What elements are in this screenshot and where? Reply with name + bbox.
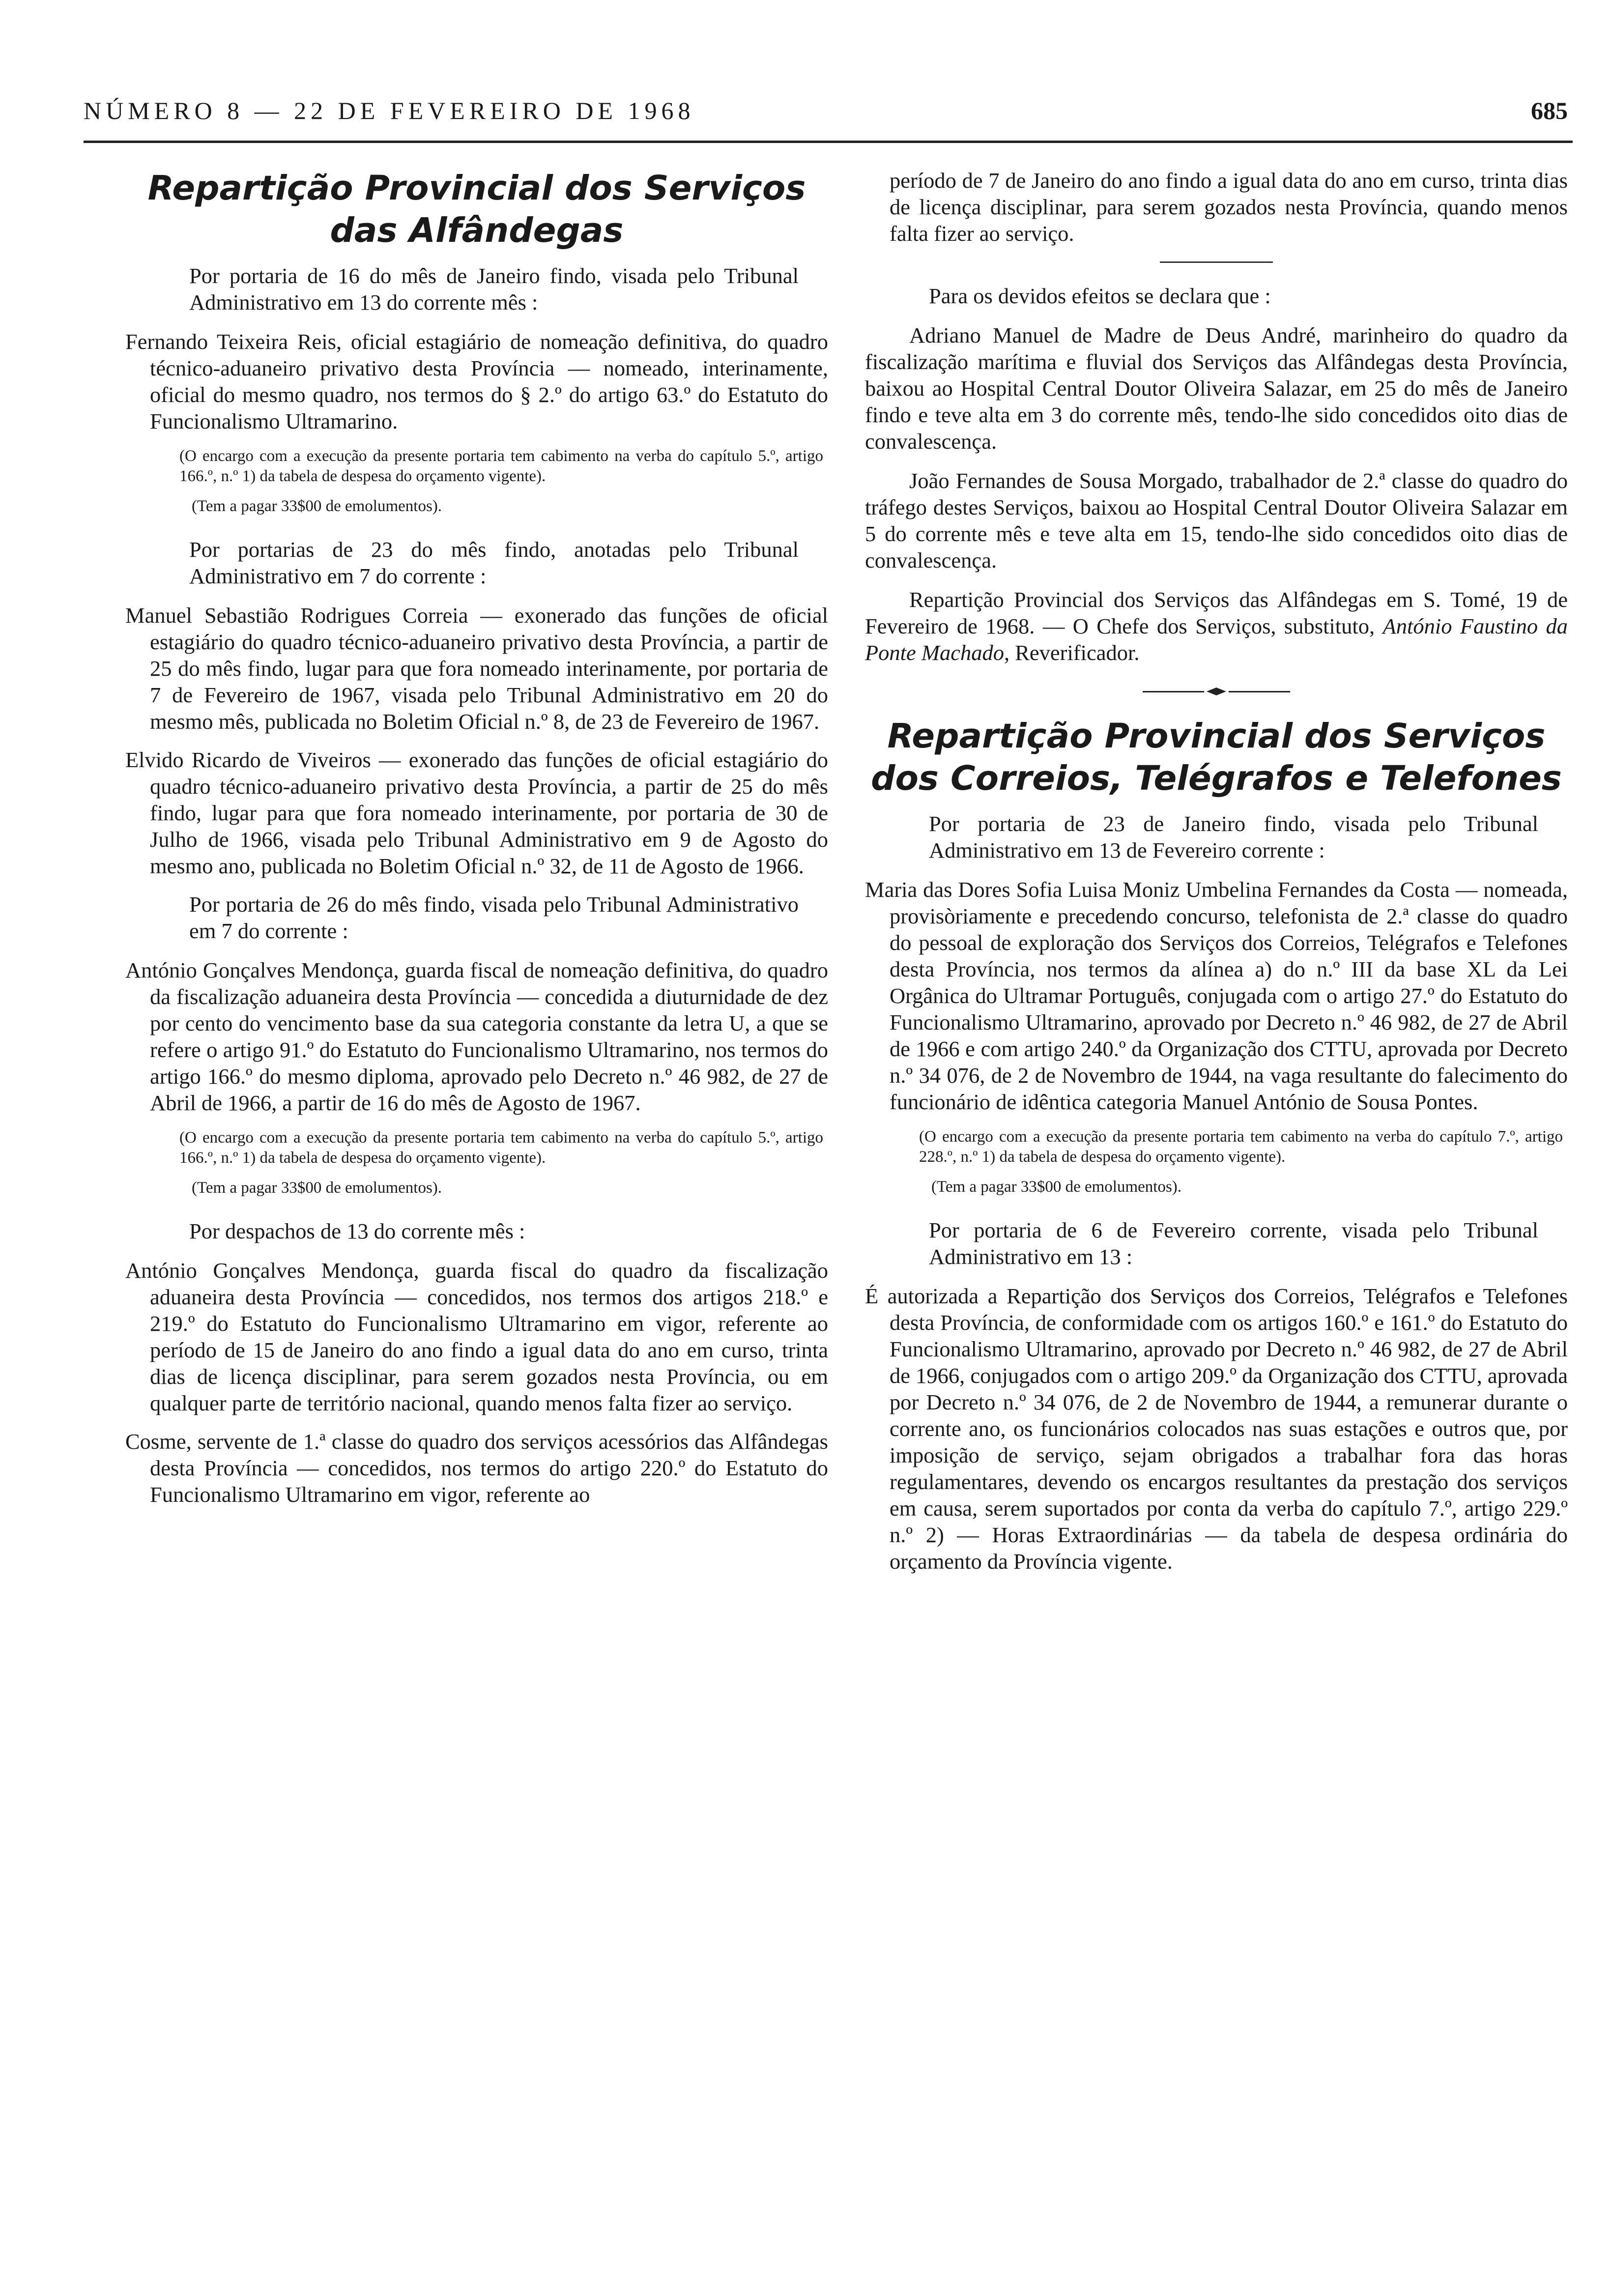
fee-note: (Tem a pagar 33$00 de emolumentos).: [192, 1179, 442, 1197]
left-column: [125, 167, 828, 1520]
right-column: [865, 167, 1568, 1586]
signoff-role: , Reverificador.: [1004, 640, 1140, 665]
ornament-separator: [1143, 688, 1290, 695]
declaration-paragraph: João Fernandes de Sousa Morgado, trabalhador de 2.ª classe do quadro do tráfego destes Serviços, baixou ao Hospital Central Doutor Oliveira Salazar em 5 do corrente mês e teve alta em 15, tendo-lhe sido concedidos oito dias de convalescença.: [865, 468, 1568, 573]
continued-paragraph: período de 7 de Janeiro do ano findo a igual data do ano em curso, trinta dias de licença disciplinar, para serem gozados nesta Província, quando menos falta fizer ao serviço.: [890, 168, 1568, 246]
budget-note: (O encargo com a execução da presente portaria tem cabimento na verba do capítulo 7.º, artigo 228.º, n.º 1) da tabela de despesa do orçamento vigente).: [919, 1128, 1563, 1166]
header-rule: [84, 141, 1573, 143]
heading-line: Repartição Provincial dos Serviços: [147, 169, 806, 208]
fee-note: (Tem a pagar 33$00 de emolumentos).: [931, 1178, 1182, 1196]
ornament-line: [1229, 691, 1290, 692]
signoff-text: Repartição Provincial dos Serviços das Alfândegas em S. Tomé, 19 de Fevereiro de 1968. — O Chefe dos Serviços, substituto,: [865, 587, 1568, 638]
intro-paragraph: Por despachos de 13 do corrente mês :: [189, 1219, 525, 1243]
page-header: [84, 96, 1568, 136]
intro-paragraph: Por portaria de 23 de Janeiro findo, visada pelo Tribunal Administrativo em 13 de Fevereiro corrente :: [929, 811, 1538, 862]
appointment-entry: Manuel Sebastião Rodrigues Correia — exonerado das funções de oficial estagiário do quadro técnico-aduaneiro privativo desta Província, a partir de 25 do mês findo, lugar para que fora nomeado interinamente, por portaria de 7 de Fevereiro de 1967, visada pelo Tribunal Administrativo em 20 do mesmo mês, publicada no Boletim Oficial n.º 8, de 23 de Fevereiro de 1967.: [125, 603, 828, 734]
issue-line: NÚMERO 8 — 22 DE FEVEREIRO DE 1968: [84, 97, 695, 124]
appointment-entry: Elvido Ricardo de Viveiros — exonerado das funções de oficial estagiário do quadro técnico-aduaneiro privativo desta Província, a partir de 25 do mês findo, lugar para que fora nomeado interinamente, por portaria de 30 de Julho de 1966, visada pelo Tribunal Administrativo em 9 de Agosto do mesmo ano, publicada no Boletim Oficial n.º 32, de 11 de Agosto de 1966.: [125, 747, 828, 878]
budget-note: (O encargo com a execução da presente portaria tem cabimento na verba do capítulo 5.º, artigo 166.º, n.º 1) da tabela de despesa do orçamento vigente).: [179, 1129, 823, 1167]
intro-paragraph: Por portaria de 16 do mês de Janeiro findo, visada pelo Tribunal Administrativo em 13 do corrente mês :: [189, 263, 799, 315]
heading-line: Repartição Provincial dos Serviços: [887, 717, 1546, 756]
heading-line: dos Correios, Telégrafos e Telefones: [871, 759, 1562, 798]
signoff-name: António Faustino da Ponte Machado: [865, 614, 1568, 665]
diamond-ornament-icon: [1207, 688, 1226, 695]
appointment-entry: Maria das Dores Sofia Luisa Moniz Umbelina Fernandes da Costa — nomeada, provisòriamente e precedendo concurso, telefonista de 2.ª classe do quadro do pessoal de exploração dos Serviços dos Correios, Telégrafos e Telefones desta Província, nos termos da alínea a) do n.º III da base XL da Lei Orgânica do Ultramar Português, conjugada com o artigo 27.º do Estatuto do Funcionalismo Ultramarino, aprovado por Decreto n.º 46 982, de 27 de Abril de 1966 e com artigo 240.º da Organização dos CTTU, aprovada por Decreto n.º 34 076, de 2 de Novembro de 1944, na vaga resultante do falecimento do funcionário de idêntica categoria Manuel António de Sousa Pontes.: [865, 877, 1568, 1114]
appointment-entry: Cosme, servente de 1.ª classe do quadro dos serviços acessórios das Alfândegas desta Província — concedidos, nos termos do artigo 220.º do Estatuto do Funcionalismo Ultramarino em vigor, referente ao: [125, 1429, 828, 1507]
heading-line: das Alfândegas: [330, 211, 624, 250]
separator-rule: [1160, 261, 1273, 263]
fee-note: (Tem a pagar 33$00 de emolumentos).: [192, 497, 442, 515]
page-number: 685: [1531, 97, 1568, 124]
authorization-entry: É autorizada a Repartição dos Serviços dos Correios, Telégrafos e Telefones desta Província, de conformidade com os artigos 160.º e 161.º do Estatuto do Funcionalismo Ultramarino, aprovado por Decreto n.º 46 982, de 27 de Abril de 1966, conjugados com o artigo 209.º da Organização dos CTTU, aprovada por Decreto n.º 34 076, de 2 de Novembro de 1944, a remunerar durante o corrente ano, os funcionários colocados nas suas estações e outros que, por imposição de serviço, sejam obrigados a trabalhar fora das horas regulamentares, devendo os encargos resultantes da prestação dos serviços em causa, serem suportados por conta da verba do capítulo 7.º, artigo 229.º n.º 2) — Horas Extraordinárias — da tabela de despesa ordinária do orçamento da Província vigente.: [865, 1284, 1568, 1574]
intro-paragraph: Por portaria de 6 de Fevereiro corrente, visada pelo Tribunal Administrativo em 13 :: [929, 1218, 1538, 1269]
declaration-paragraph: Adriano Manuel de Madre de Deus André, marinheiro do quadro da fiscalização marítima e fluvial dos Serviços das Alfândegas desta Província, baixou ao Hospital Central Doutor Oliveira Salazar, em 25 do mês de Janeiro findo e teve alta em 3 do corrente mês, tendo-lhe sido concedidos oito dias de convalescença.: [865, 323, 1568, 454]
appointment-entry: Fernando Teixeira Reis, oficial estagiário de nomeação definitiva, do quadro técnico-aduaneiro privativo desta Província — nomeado, interinamente, oficial do mesmo quadro, nos termos do § 2.º do artigo 63.º do Estatuto do Funcionalismo Ultramarino.: [125, 329, 828, 433]
intro-paragraph: Por portarias de 23 do mês findo, anotadas pelo Tribunal Administrativo em 7 do corrente :: [189, 537, 799, 588]
intro-paragraph: Por portaria de 26 do mês findo, visada pelo Tribunal Administrativo em 7 do corrente :: [189, 892, 799, 943]
ornament-line: [1143, 691, 1204, 692]
appointment-entry: António Gonçalves Mendonça, guarda fiscal de nomeação definitiva, do quadro da fiscalização aduaneira desta Província — concedida a diuturnidade de dez por cento do vencimento base da sua categoria constante da letra U, a que se refere o artigo 91.º do Estatuto do Funcionalismo Ultramarino, nos termos do artigo 166.º do mesmo diploma, aprovado pelo Decreto n.º 46 982, de 27 de Abril de 1966, a partir de 16 do mês de Agosto de 1967.: [125, 958, 828, 1115]
section-heading-correios: [865, 715, 1568, 800]
appointment-entry: António Gonçalves Mendonça, guarda fiscal do quadro da fiscalização aduaneira desta Província — concedidos, nos termos dos artigos 218.º e 219.º do Estatuto do Funcionalismo Ultramarino em vigor, referente ao período de 15 de Janeiro do ano findo a igual data do ano em curso, trinta dias de licença disciplinar, para serem gozados nesta Província, ou em qualquer parte de território nacional, quando menos falta fizer ao serviço.: [125, 1258, 828, 1415]
signoff-paragraph: [865, 586, 1568, 666]
section-heading-alfandegas: [125, 167, 828, 252]
intro-paragraph: Para os devidos efeitos se declara que :: [929, 284, 1271, 308]
budget-note: (O encargo com a execução da presente portaria tem cabimento na verba do capítulo 5.º, artigo 166.º, n.º 1) da tabela de despesa do orçamento vigente).: [179, 447, 823, 485]
